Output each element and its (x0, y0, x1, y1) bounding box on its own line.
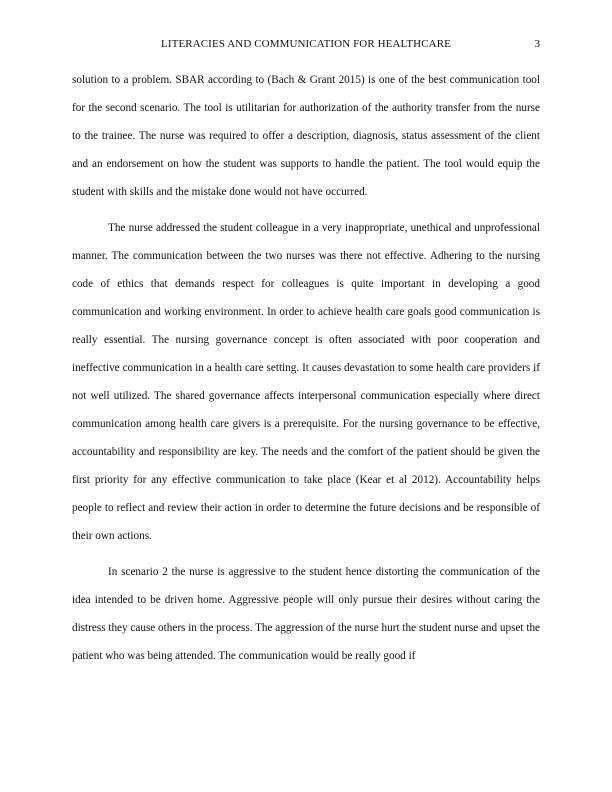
paragraph-scenario-2: In scenario 2 the nurse is aggressive to the student hence distorting the communication of the idea intended to be driven home. Aggressive people will only pursue their desires without caring the distress they cause others in the process. The aggression of the nurse hurt the student nurse and upset the patient who was being attended. The communication would be really good if (72, 566, 541, 662)
running-title: LITERACIES AND COMMUNICATION FOR HEALTHCARE (161, 38, 451, 50)
body-text (72, 66, 540, 678)
paragraph-nurse-communication: The nurse addressed the student colleague in a very inappropriate, unethical and unprofessional manner. The communication between the two nurses was there not effective. Adhering to the nursing code of ethics that demands respect for colleagues is quite important in developing a good communication and working environment. In order to achieve health care goals good communication is really essential. The nursing governance concept is often associated with poor cooperation and ineffective communication in a health care setting. It causes devastation to some health care providers if not well utilized. The shared governance affects interpersonal communication especially where direct communication among health care givers is a prerequisite. For the nursing governance to be effective, accountability and responsibility are key. The needs and the comfort of the patient should be given the first priority for any effective communication to take place (Kear et al 2012). Accountability helps people to reflect and review their action in order to determine the future decisions and be responsible of their own actions. (72, 222, 540, 542)
running-header (72, 36, 540, 52)
paragraph-continuation: solution to a problem. SBAR according to (Bach & Grant 2015) is one of the best communication tool for the second scenario. The tool is utilitarian for authorization of the authority transfer from the nurse to the trainee. The nurse was required to offer a description, diagnosis, status assessment of the client and an endorsement on how the student was supports to handle the patient. The tool would equip the student with skills and the mistake done would not have occurred. (72, 74, 540, 198)
page-number: 3 (534, 38, 540, 50)
